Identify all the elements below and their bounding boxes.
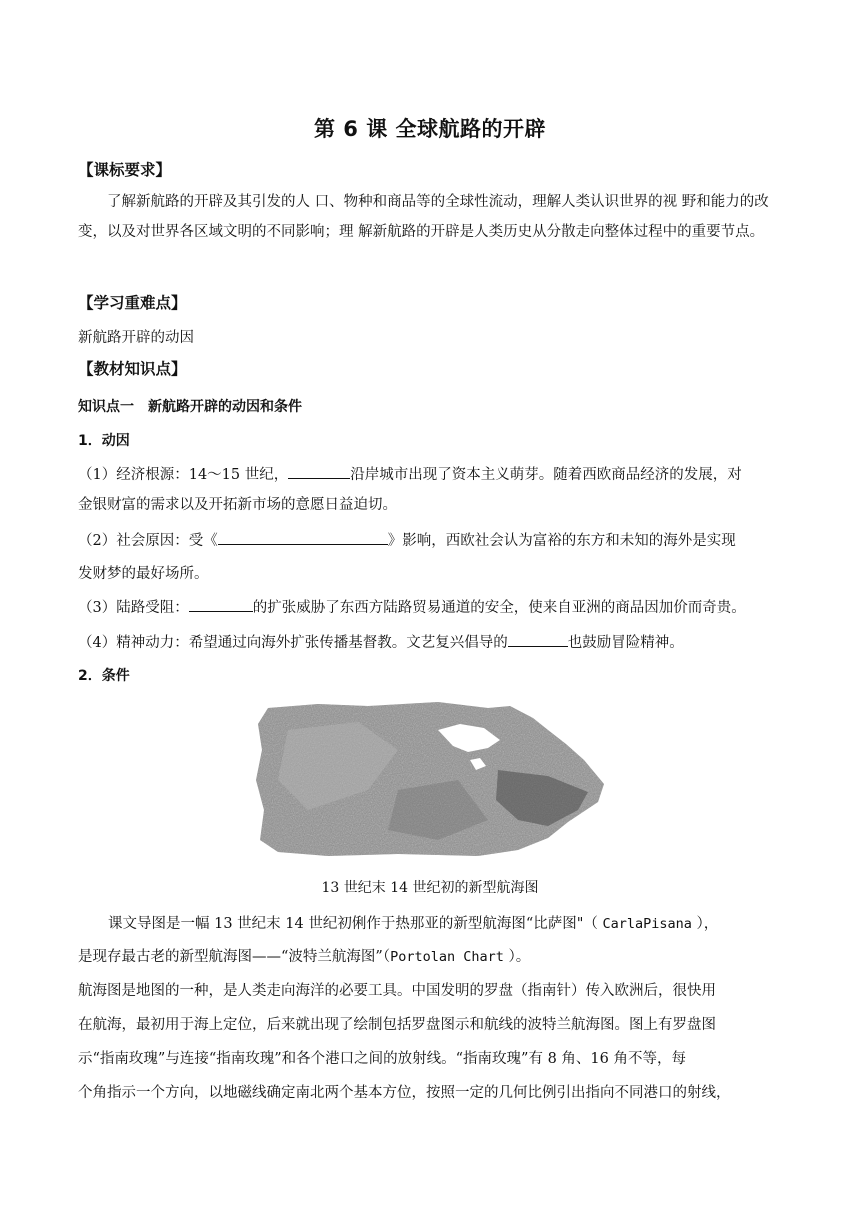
body-p1-line2: [78, 945, 788, 966]
body-p1-text-d: ）。: [503, 949, 531, 965]
focus-text: 新航路开辟的动因: [78, 330, 194, 346]
motive-1-line2: 金银财富的需求以及开拓新市场的意愿日益迫切。: [78, 497, 397, 513]
lesson-title: 第 6 课 全球航路的开辟: [313, 117, 547, 141]
motive-2-line1: [78, 529, 788, 550]
body-p1-text-a: 课文导图是一幅 13 世纪末 14 世纪初俐作于热那亚的新型航海图“比萨图"（: [108, 916, 603, 932]
fill-blank-1[interactable]: [288, 464, 350, 479]
portolan-chart-term: Portolan Chart: [390, 949, 504, 965]
point1-title: 知识点一 新航路开辟的动因和条件: [78, 399, 302, 415]
body-p2-line2: 在航海，最初用于海上定位，后来就出现了绘制包括罗盘图示和航线的波特兰航海图。图上有罗盘图: [78, 1017, 716, 1033]
knowledge-heading: 【教材知识点】: [78, 360, 187, 378]
body-p2-line1: 航海图是地图的一种，是人类走向海洋的必要工具。中国发明的罗盘（指南针）传入欧洲后，很快用: [78, 983, 716, 999]
motive-4-text-b: 也鼓励冒险精神。: [567, 635, 684, 651]
motive-1-text-a: （1）经济根源：14～15 世纪，: [78, 467, 289, 483]
motive-3-line: [78, 596, 788, 617]
portolan-map-image: [248, 700, 613, 858]
body-p1-text-b: ），: [691, 916, 719, 932]
fill-blank-3[interactable]: [189, 597, 253, 612]
motive-4-line: [78, 631, 788, 652]
standards-text: 了解新航路的开辟及其引发的人 口、物种和商品等的全球性流动，理解人类认识世界的视 野和能力的改变，以及对世界各区域文明的不同影响；理 解新航路的开辟是人类历史从分散走向整体过程中的重要节点。: [78, 194, 769, 240]
body-p2-line3: 示“指南玫瑰”与连接“指南玫瑰”和各个港口之间的放射线。“指南玫瑰”有 8 角、16 角不等，每: [78, 1051, 686, 1067]
body-p1-text-c: 是现存最古老的新型航海图——“波特兰航海图”（: [78, 949, 391, 965]
motive-1-text-b: 沿岸城市出现了资本主义萌芽。随着西欧商品经济的发展，对: [350, 467, 742, 483]
focus-heading: 【学习重难点】: [78, 294, 187, 312]
fill-blank-2[interactable]: [218, 530, 388, 545]
body-p2-line4: 个角指示一个方向，以地磁线确定南北两个基本方位，按照一定的几何比例引出指向不同港口的射线，: [78, 1085, 731, 1101]
condition-heading: 2．条件: [78, 668, 130, 684]
motive-3-text-b: 的扩张威胁了东西方陆路贸易通道的安全，使来自亚洲的商品因加价而奇贵。: [252, 600, 746, 616]
fill-blank-4[interactable]: [508, 632, 568, 647]
figure-caption: 13 世纪末 14 世纪初的新型航海图: [321, 880, 539, 896]
standards-heading: 【课标要求】: [78, 161, 172, 179]
motive-3-text-a: （3）陆路受阻：: [78, 600, 189, 616]
carla-pisana-term: CarlaPisana: [602, 916, 692, 932]
motive-4-text-a: （4）精神动力：希望通过向海外扩张传播基督教。文艺复兴倡导的: [78, 635, 508, 651]
motive-2-line2: 发财梦的最好场所。: [78, 566, 209, 582]
motive-2-text-a: （2）社会原因：受《: [78, 533, 218, 549]
motive-2-text-b: 》影响，西欧社会认为富裕的东方和未知的海外是实现: [387, 533, 736, 549]
motive-heading: 1．动因: [78, 433, 130, 449]
body-p1-line1: [108, 912, 788, 933]
motive-1-line1: [78, 463, 788, 484]
